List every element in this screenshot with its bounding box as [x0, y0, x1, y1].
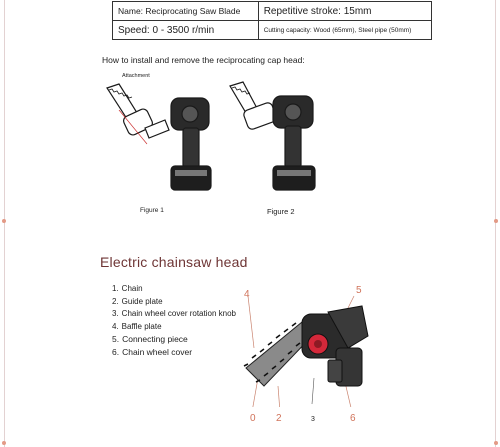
callout-0: 0: [250, 413, 256, 424]
attachment-label: Attachment: [122, 73, 150, 79]
part-label: Chain wheel cover rotation knob: [121, 309, 236, 318]
table-row: [113, 2, 432, 21]
page-edge-marker: [2, 219, 6, 223]
list-item: 4. Baffle plate: [112, 321, 162, 331]
page-edge-marker: [494, 441, 498, 445]
callout-4: 4: [244, 289, 250, 300]
callout-2: 2: [276, 413, 282, 424]
figure2-drawing: [230, 82, 315, 190]
list-item: 3. Chain wheel cover rotation knob: [112, 309, 236, 318]
spec-table: [112, 1, 432, 40]
install-heading: How to install and remove the reciprocating cap head:: [102, 55, 305, 65]
list-item: 2. Guide plate: [112, 296, 163, 306]
part-label: Baffle plate: [121, 321, 162, 331]
callout-5: 5: [356, 285, 362, 296]
part-label: Chain: [121, 284, 143, 293]
chainsaw-section-title: Electric chainsaw head: [100, 254, 248, 270]
spec-speed-cell: Speed: 0 - 3500 r/min: [113, 21, 259, 40]
spec-capacity-cell: Cutting capacity: Wood (65mm), Steel pipe (50mm): [258, 21, 431, 40]
list-item: 6. Chain wheel cover: [112, 346, 193, 357]
part-label: Guide plate: [121, 296, 163, 306]
page-edge-marker: [494, 219, 498, 223]
list-item: 1. Chain: [112, 284, 143, 293]
spec-stroke-cell: Repetitive stroke: 15mm: [258, 2, 431, 21]
figure1-drawing: [107, 84, 211, 190]
callout-3: 3: [311, 416, 315, 423]
parts-list: [112, 283, 236, 358]
reciprocating-saw-illustration: [95, 70, 325, 205]
figure1-caption: Figure 1: [140, 207, 164, 214]
figure2-caption: Figure 2: [267, 207, 295, 216]
part-label: Connecting piece: [122, 334, 188, 344]
page-edge-marker: [2, 441, 6, 445]
callout-6: 6: [350, 413, 356, 424]
table-row: [113, 21, 432, 40]
part-label: Chain wheel cover: [122, 346, 193, 357]
list-item: 5. Connecting piece: [112, 334, 188, 344]
spec-name-cell: Name: Reciprocating Saw Blade: [113, 2, 259, 21]
chainsaw-head-illustration: [232, 282, 382, 407]
